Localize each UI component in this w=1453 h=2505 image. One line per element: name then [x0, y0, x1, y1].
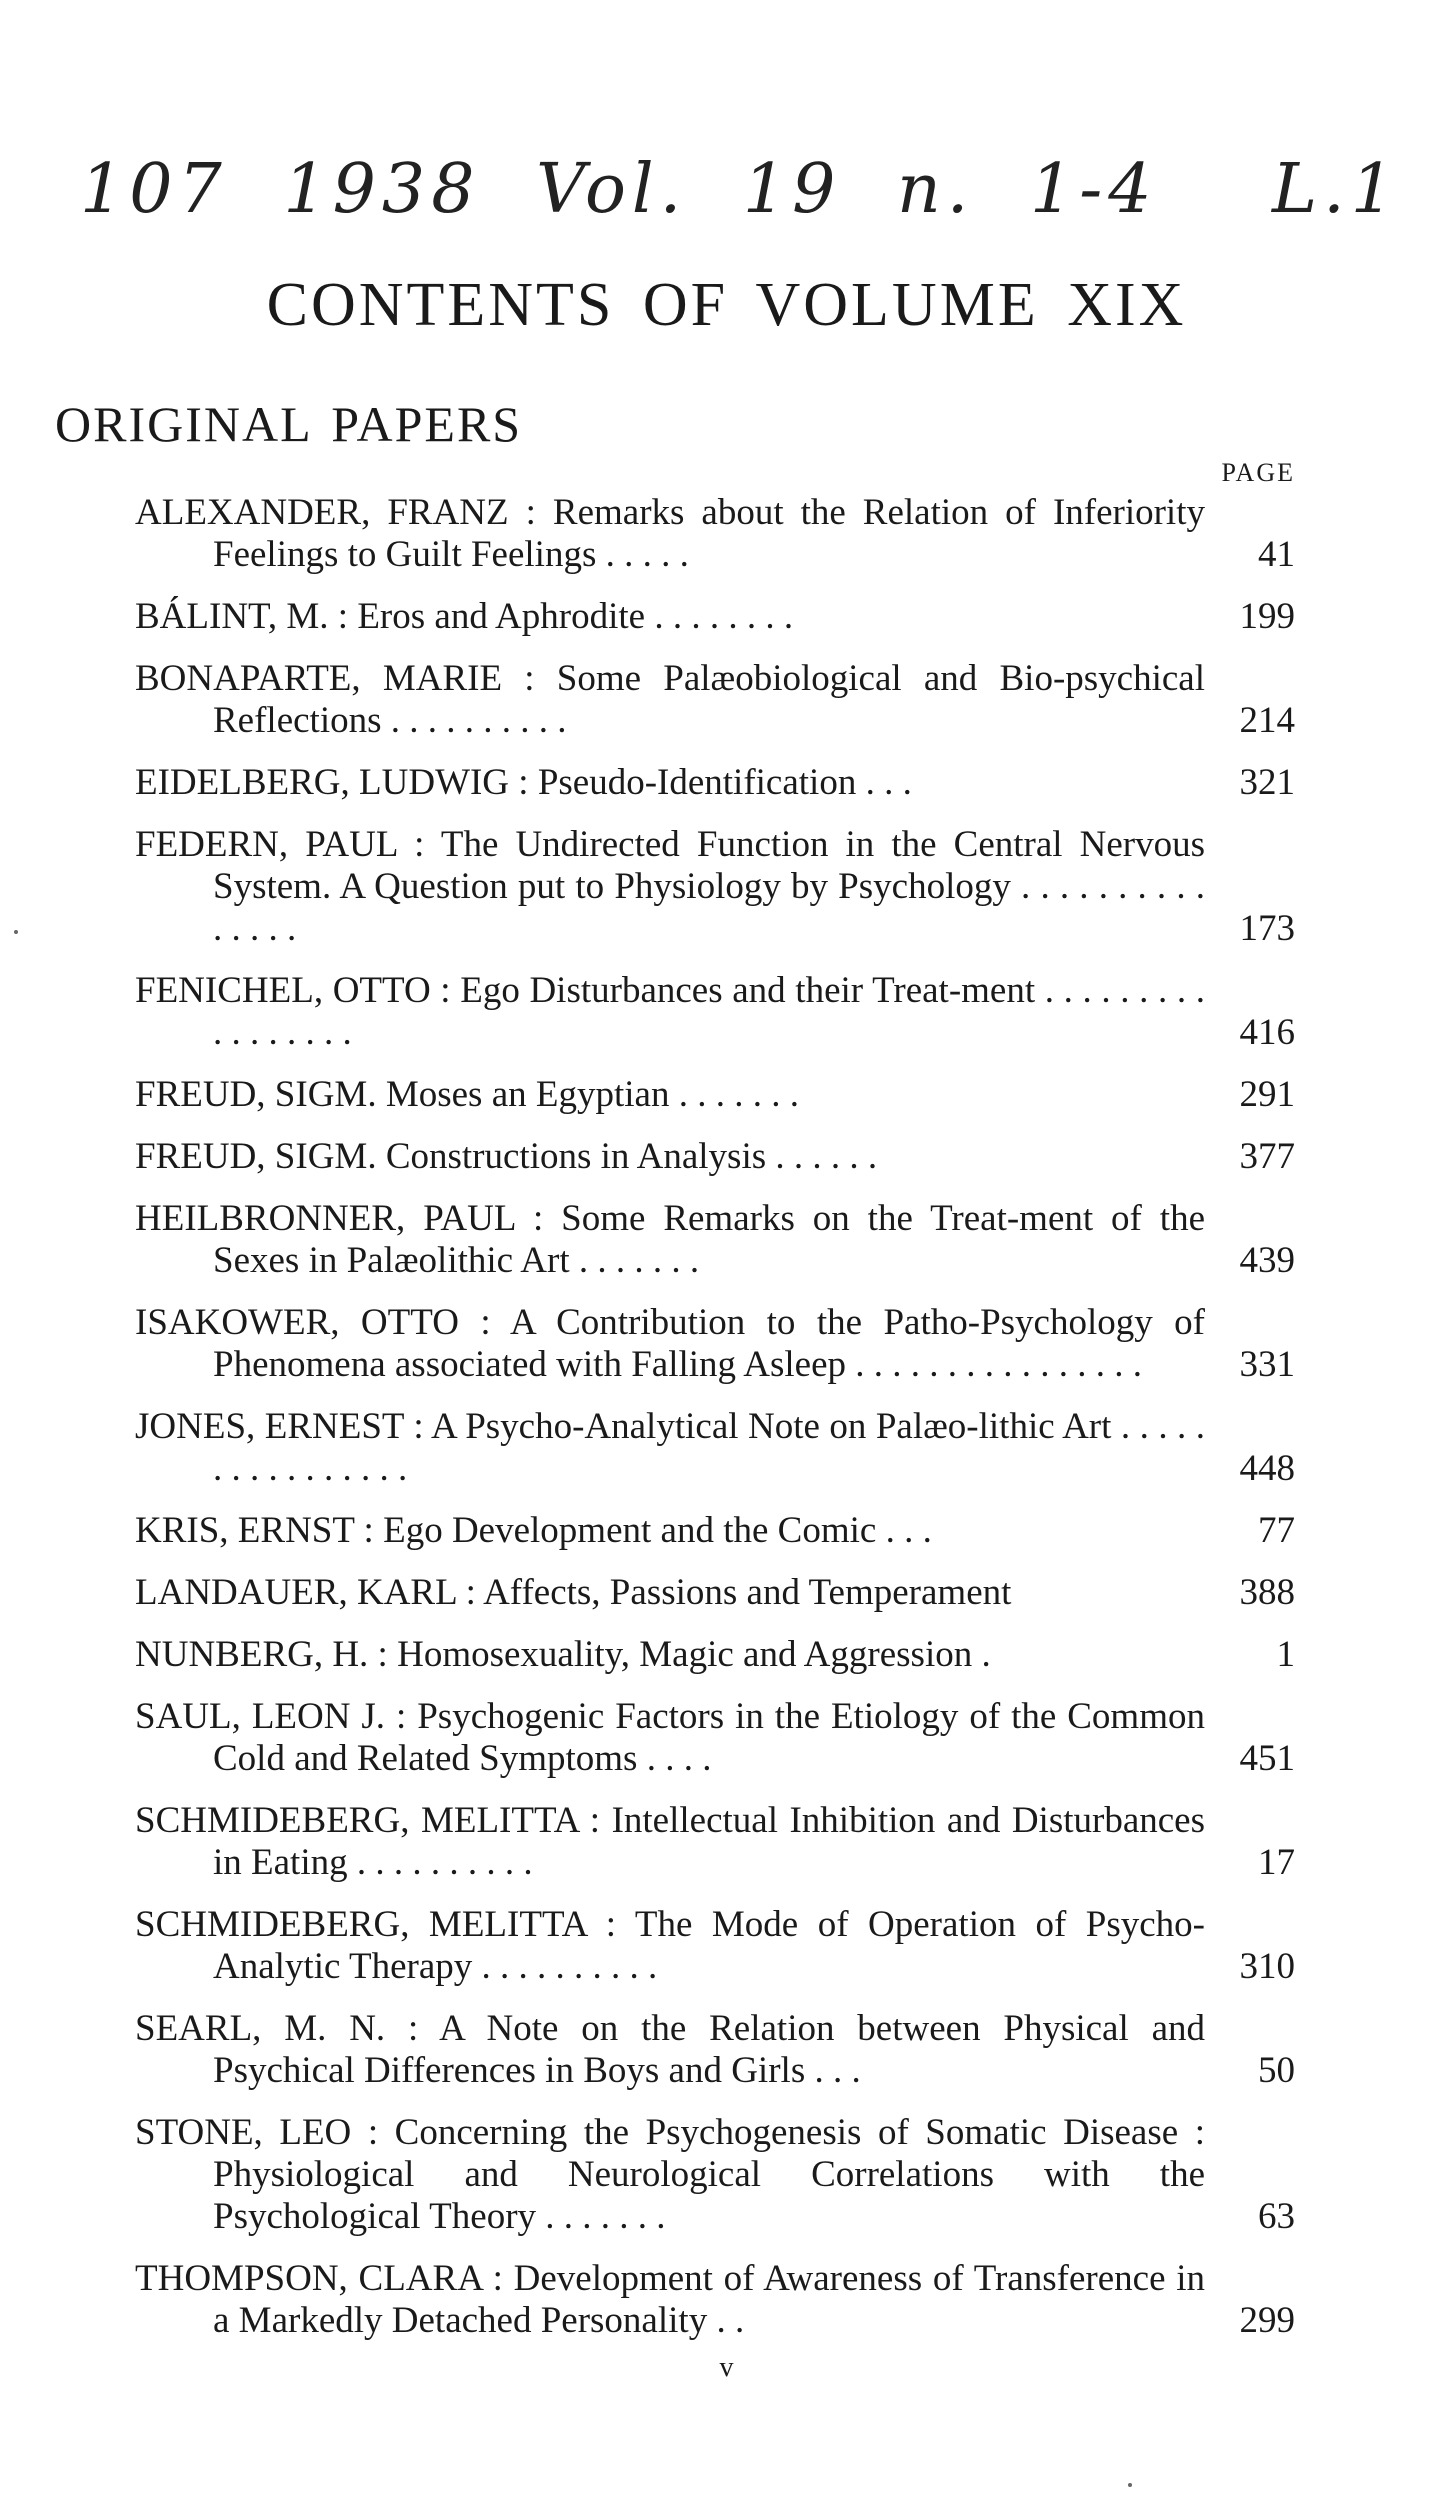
contents-entry [135, 2112, 1295, 2238]
entry-title: Psychogenic Factors in the Etiology of the Common Cold and Related Symptoms [213, 1696, 1205, 1779]
entry-leader-dots: . . . . . . . [545, 2196, 666, 2237]
entry-title: Ego Disturbances and their Treat-ment [460, 970, 1036, 1011]
contents-entry [135, 492, 1295, 576]
handwritten-note-right: L.1 [1271, 150, 1400, 229]
entry-leader-dots: . . . . . . . . . . . . . . . [213, 866, 1206, 949]
contents-entry [135, 970, 1295, 1054]
entry-title: Intellectual Inhibition and Disturbances in Eating [213, 1800, 1205, 1883]
entry-author: LANDAUER, KARL : [135, 1572, 476, 1613]
contents-entry [135, 1302, 1295, 1386]
entry-author: STONE, LEO : [135, 2112, 379, 2153]
contents-entry [135, 1696, 1295, 1780]
entry-author: SEARL, M. N. : [135, 2008, 419, 2049]
entry-page-number: 77 [1258, 1510, 1295, 1551]
entry-page-number: 173 [1239, 908, 1295, 949]
entry-leader-dots: . . . . . . . . . . [356, 1842, 533, 1883]
entry-text [135, 1696, 1205, 1780]
entry-leader-dots: . . . . . . . [678, 1074, 799, 1115]
entry-title: Pseudo-Identification [537, 762, 857, 803]
entry-text [135, 970, 1205, 1054]
entry-page-number: 291 [1239, 1074, 1295, 1115]
entry-leader-dots: . . . . . . . . [654, 596, 794, 637]
contents-entry [135, 658, 1295, 742]
entry-page-number: 41 [1258, 534, 1295, 575]
entry-page-number: 63 [1258, 2196, 1295, 2237]
contents-entry [135, 824, 1295, 950]
entry-title: Affects, Passions and Temperament [483, 1572, 1012, 1613]
entry-leader-dots: . . . . . . . . . . . . . . . . [855, 1344, 1142, 1385]
entry-leader-dots: . . . . . [605, 534, 689, 575]
entry-page-number: 214 [1239, 700, 1295, 741]
entry-title: Some Palæobiological and Bio-psychical Reflections [213, 658, 1205, 741]
entry-title: A Note on the Relation between Physical and Psychical Differences in Boys and Girls [213, 2008, 1205, 2091]
entry-title: Moses an Egyptian [385, 1074, 670, 1115]
contents-entry [135, 2008, 1295, 2092]
entry-author: FEDERN, PAUL : [135, 824, 425, 865]
entry-author: ISAKOWER, OTTO : [135, 1302, 491, 1343]
entry-title: Some Remarks on the Treat-ment of the Sexes in Palæolithic Art [213, 1198, 1205, 1281]
page-folio: v [719, 2352, 734, 2383]
entry-text [135, 824, 1205, 950]
entry-leader-dots: . . . . . . . [578, 1240, 700, 1281]
entry-title: Homosexuality, Magic and Aggression [397, 1634, 973, 1675]
scan-speck [14, 930, 18, 934]
entry-text [135, 1406, 1205, 1490]
entry-page-number: 448 [1239, 1448, 1295, 1489]
entry-text [135, 1198, 1205, 1282]
entry-author: FREUD, SIGM. [135, 1074, 377, 1115]
contents-entry [135, 2258, 1295, 2342]
entry-text [135, 658, 1205, 742]
entry-leader-dots: . . . . . . . . . . [390, 700, 567, 741]
entry-leader-dots: . [981, 1634, 991, 1675]
entry-page-number: 17 [1258, 1842, 1295, 1883]
entry-text [135, 1074, 1205, 1116]
entry-author: THOMPSON, CLARA : [135, 2258, 503, 2299]
contents-entry [135, 1510, 1295, 1552]
entry-text [135, 762, 1205, 804]
entry-author: ALEXANDER, FRANZ : [135, 492, 536, 533]
entry-leader-dots: . . . . . . . . . . . . . . . . . [213, 970, 1206, 1053]
contents-entry [135, 1800, 1295, 1884]
contents-entry [135, 1074, 1295, 1116]
entry-text [135, 1572, 1205, 1614]
entry-page-number: 331 [1239, 1344, 1295, 1385]
entry-page-number: 299 [1239, 2300, 1295, 2341]
entry-leader-dots: . . . . . . [775, 1136, 878, 1177]
entry-title: A Psycho-Analytical Note on Palæo-lithic Art [431, 1406, 1112, 1447]
entry-page-number: 1 [1276, 1634, 1295, 1675]
contents-entry [135, 1572, 1295, 1614]
contents-entry [135, 1634, 1295, 1676]
entry-title: Concerning the Psychogenesis of Somatic Disease : Physiological and Neurological Correlations with the Psychological Theory [213, 2112, 1206, 2237]
entry-author: SCHMIDEBERG, MELITTA : [135, 1904, 617, 1945]
handwritten-note-left: 107 1938 Vol. 19 n. 1-4 [80, 150, 1158, 229]
entry-text [135, 1634, 1205, 1676]
entry-text [135, 1904, 1205, 1988]
entry-page-number: 321 [1239, 762, 1295, 803]
entry-leader-dots: . . . . . . . . . . [481, 1946, 658, 1987]
contents-entry [135, 1406, 1295, 1490]
entry-author: FREUD, SIGM. [135, 1136, 377, 1177]
entry-author: HEILBRONNER, PAUL : [135, 1198, 544, 1239]
entry-title: The Mode of Operation of Psycho-Analytic Therapy [213, 1904, 1205, 1987]
scan-speck [1128, 2483, 1132, 2487]
contents-list [135, 492, 1295, 2362]
entry-author: SAUL, LEON J. : [135, 1696, 407, 1737]
entry-leader-dots: . . . . . . . . . . . . . . . . [213, 1406, 1206, 1489]
entry-leader-dots: . . . [814, 2050, 861, 2091]
entry-leader-dots: . . . [885, 1510, 932, 1551]
entry-page-number: 388 [1239, 1572, 1295, 1613]
contents-entry [135, 596, 1295, 638]
entry-author: NUNBERG, H. : [135, 1634, 388, 1675]
entry-text [135, 2258, 1205, 2342]
entry-page-number: 416 [1239, 1012, 1295, 1053]
handwritten-catalog-note [80, 150, 1400, 250]
entry-author: FENICHEL, OTTO : [135, 970, 451, 1011]
entry-page-number: 377 [1239, 1136, 1295, 1177]
entry-title: The Undirected Function in the Central Nervous System. A Question put to Physiology by Psychology [213, 824, 1205, 907]
entry-page-number: 439 [1239, 1240, 1295, 1281]
entry-text [135, 1136, 1205, 1178]
page-column-header: PAGE [1221, 458, 1295, 487]
entry-text [135, 1800, 1205, 1884]
entry-title: A Contribution to the Patho-Psychology of Phenomena associated with Falling Asleep [213, 1302, 1205, 1385]
entry-title: Constructions in Analysis [385, 1136, 767, 1177]
entry-text [135, 492, 1205, 576]
entry-text [135, 1302, 1205, 1386]
page-title: CONTENTS OF VOLUME XIX [266, 271, 1187, 339]
entry-page-number: 451 [1239, 1738, 1295, 1779]
contents-entry [135, 1136, 1295, 1178]
contents-entry [135, 1198, 1295, 1282]
section-heading: ORIGINAL PAPERS [55, 396, 523, 452]
entry-title: Eros and Aphrodite [357, 596, 646, 637]
entry-author: BONAPARTE, MARIE : [135, 658, 535, 699]
entry-author: BÁLINT, M. : [135, 596, 349, 637]
entry-text [135, 596, 1205, 638]
entry-leader-dots: . . . [865, 762, 912, 803]
entry-title: Ego Development and the Comic [383, 1510, 877, 1551]
entry-author: EIDELBERG, LUDWIG : [135, 762, 529, 803]
entry-leader-dots: . . . . [646, 1738, 712, 1779]
entry-leader-dots: . . [716, 2300, 745, 2341]
entry-author: JONES, ERNEST : [135, 1406, 424, 1447]
entry-title: Remarks about the Relation of Inferiority Feelings to Guilt Feelings [213, 492, 1205, 575]
entry-author: KRIS, ERNST : [135, 1510, 374, 1551]
entry-text [135, 2112, 1205, 2238]
entry-author: SCHMIDEBERG, MELITTA : [135, 1800, 601, 1841]
entry-page-number: 50 [1258, 2050, 1295, 2091]
contents-entry [135, 1904, 1295, 1988]
entry-text [135, 2008, 1205, 2092]
entry-title: Development of Awareness of Transference in a Markedly Detached Personality [213, 2258, 1206, 2341]
entry-text [135, 1510, 1205, 1552]
contents-entry [135, 762, 1295, 804]
entry-page-number: 199 [1239, 596, 1295, 637]
entry-page-number: 310 [1239, 1946, 1295, 1987]
